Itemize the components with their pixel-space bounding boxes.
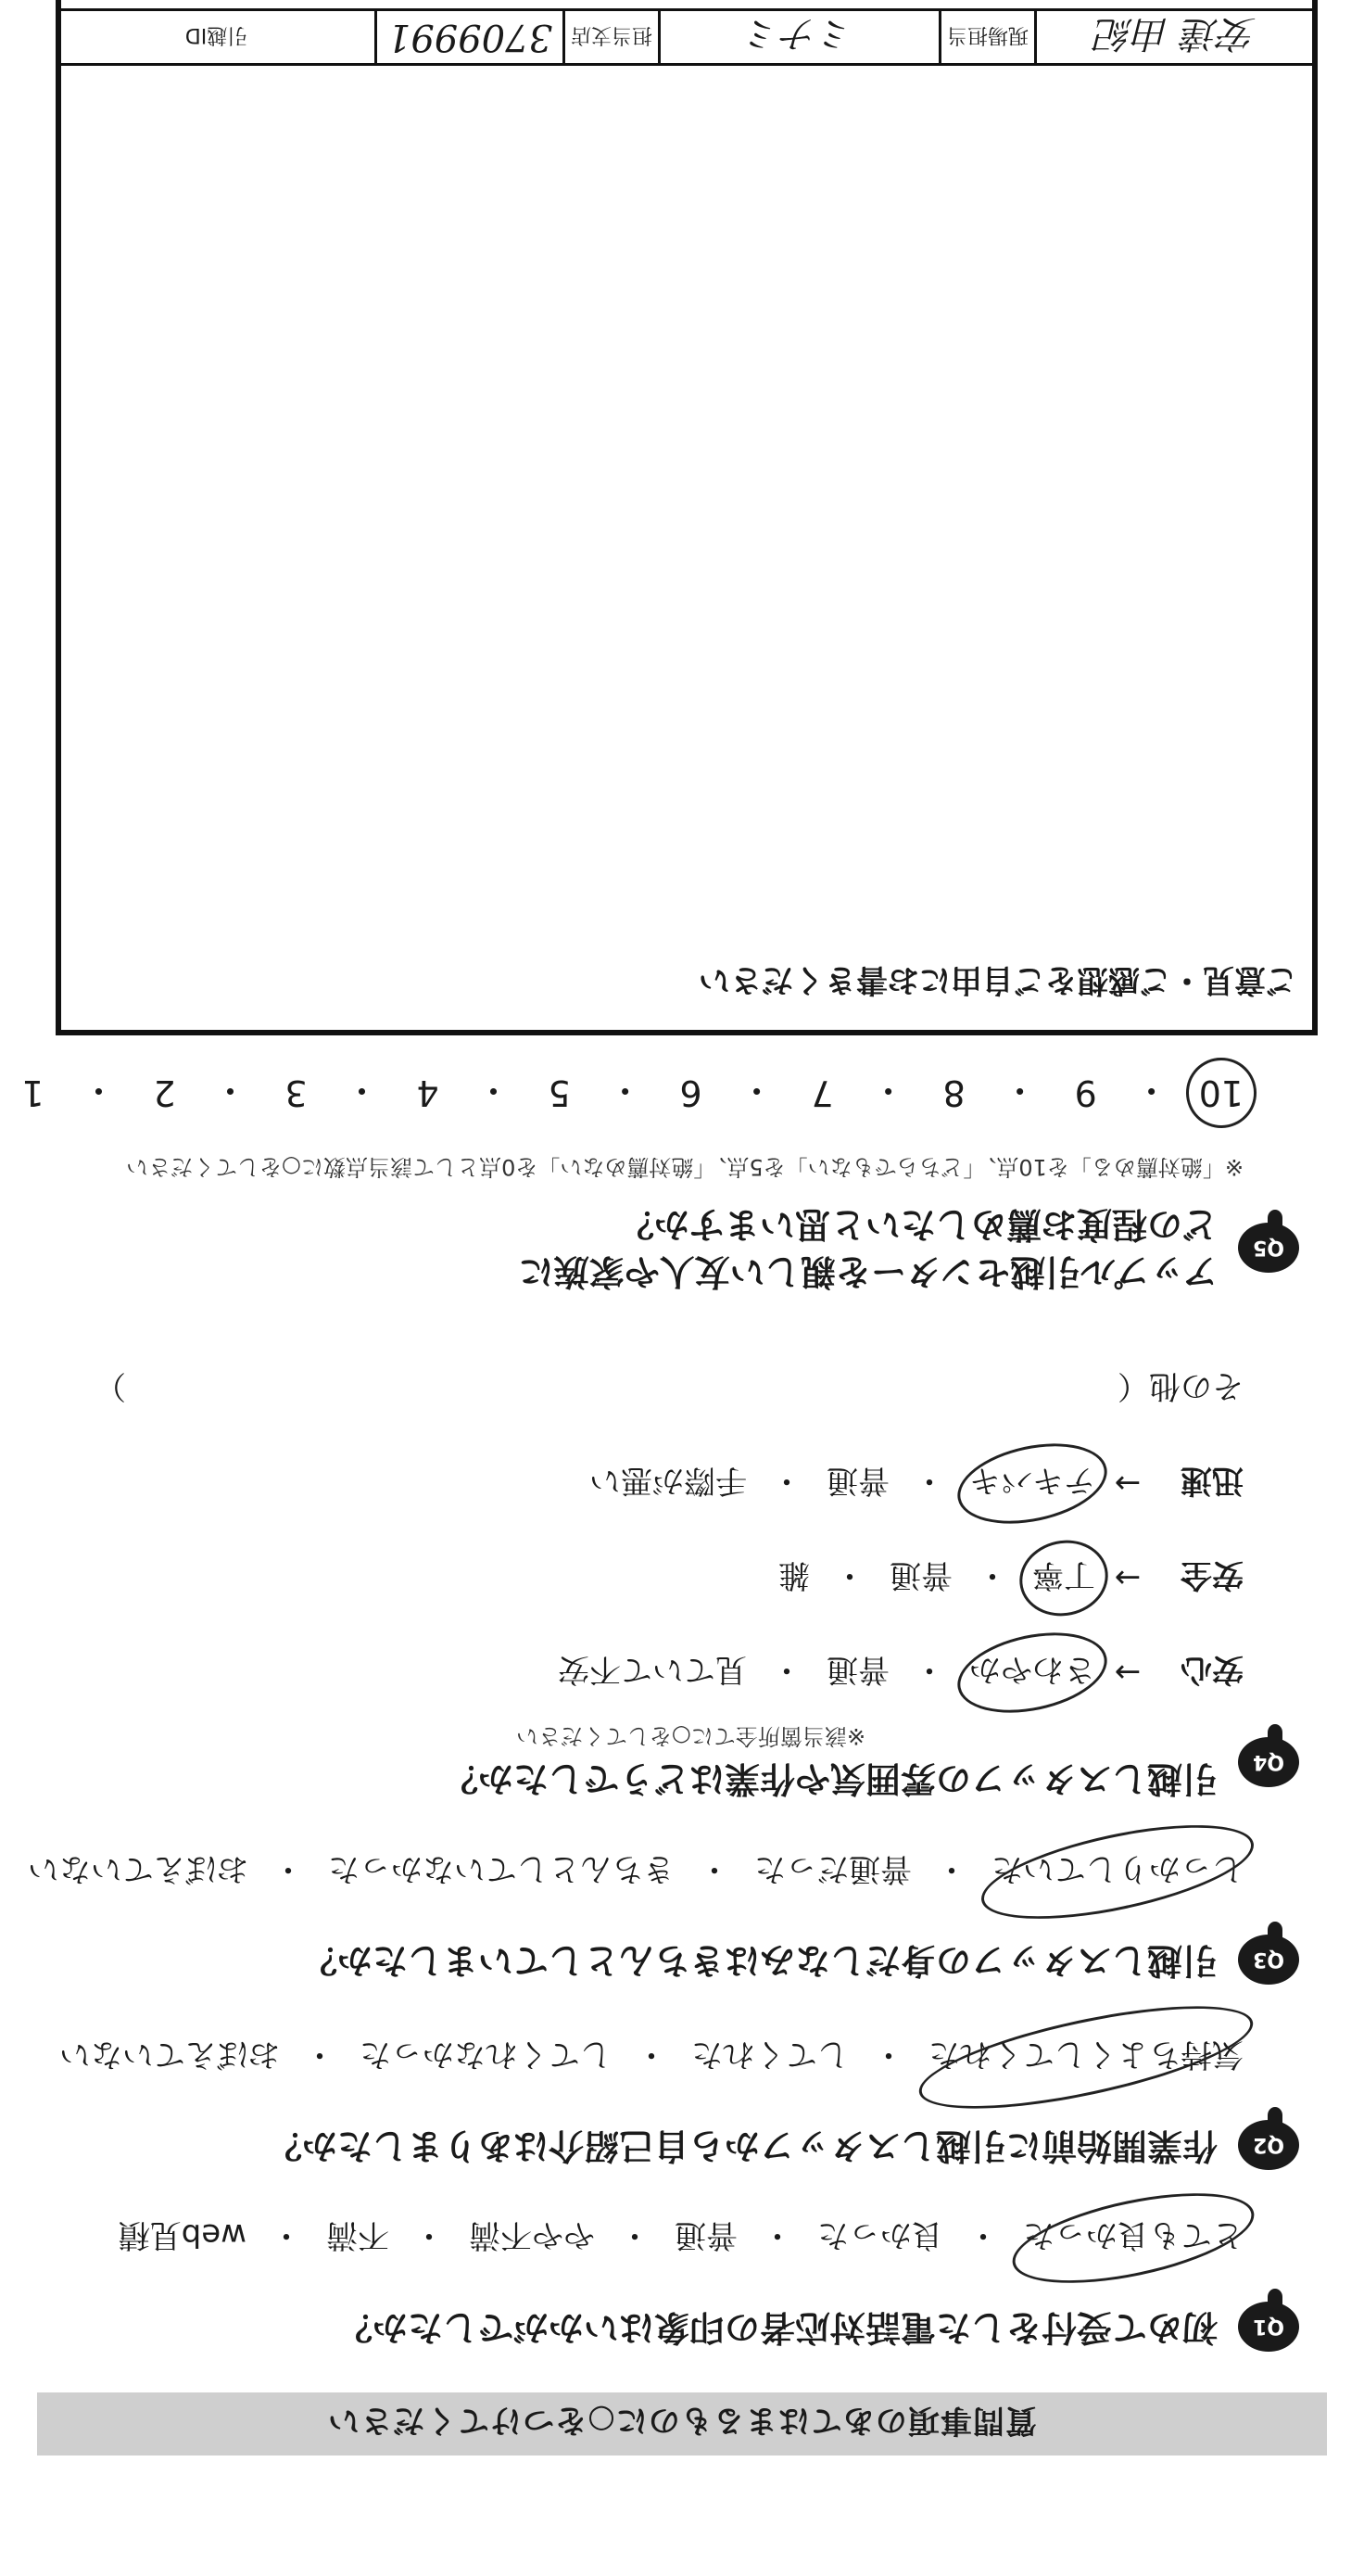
footer-branch-value: ミナミ (658, 11, 939, 63)
q1-option-6[interactable]: web見積 (118, 2216, 246, 2253)
q4-question (443, 1722, 1299, 1802)
q1-options: とても良かった ・ 良かった ・ 普通 ・ やや不満 ・ 不満 ・ web見積 (119, 2215, 1244, 2261)
q4-row-2-label: 安全 (1181, 1556, 1244, 1593)
q5-text-line2: どの程度お薦めしたいと思いますか？ (618, 1203, 1218, 1245)
q4-other-label: その他（ (1118, 1367, 1244, 1404)
arrow-right-icon: → (1114, 1465, 1142, 1503)
q4-row-1-label: 安心 (1181, 1651, 1244, 1688)
q1-badge: Q1 (1238, 2302, 1299, 2352)
q1-question (337, 2302, 1299, 2352)
q4-row-1-option-2[interactable]: 普通 (827, 1651, 890, 1688)
q4-row-3-option-1[interactable]: テキパキ (969, 1461, 1095, 1506)
q4-badge: Q4 (1238, 1737, 1299, 1787)
q5-score-9[interactable]: 9 (1074, 1072, 1097, 1114)
q4-other-row (95, 1366, 1244, 1412)
q2-option-3[interactable]: してくれなかった (360, 2036, 612, 2073)
q5-text-line1: アップル引越センターを親しい友人や家族に (518, 1251, 1218, 1292)
q5-score-1[interactable]: 1 (21, 1072, 44, 1114)
instructions-header: 質問事項のあてはまるものに○をつけてください (37, 2392, 1327, 2455)
q5-badge: Q5 (1238, 1223, 1299, 1273)
q5-scale: 10 ・ 9 ・ 8 ・ 7 ・ 6 ・ 5 ・ 4 ・ 3 ・ 2 ・ 1 (0, 1068, 1244, 1119)
q1-option-1[interactable]: とても良かった (1023, 2215, 1244, 2261)
q3-option-2[interactable]: 普通だった (754, 1850, 912, 1887)
q5-score-2[interactable]: 2 (153, 1072, 176, 1114)
q5-score-10[interactable]: 10 (1198, 1072, 1244, 1114)
q3-option-3[interactable]: きちんとしていなかった (328, 1850, 675, 1887)
q3-option-1[interactable]: しっかりしていた (991, 1849, 1244, 1895)
footer-id-label: 引越ID (184, 23, 248, 47)
q4-row-3-label: 迅速 (1181, 1462, 1244, 1499)
q3-question (302, 1935, 1299, 1985)
footer-info-table (56, 8, 1318, 66)
q4-text: 引越しスタッフの雰囲気や作業はどうでしたか？ (442, 1758, 1218, 1799)
q2-question (267, 2120, 1299, 2170)
footer-id-value: 3709991 (374, 11, 562, 63)
q1-text: 初めて受付をした電話対応者の印象はいかがでしたか？ (336, 2306, 1218, 2348)
q2-options: 気持ちよくしてくれた ・ してくれた ・ してくれなかった ・ おぼえていない (59, 2035, 1244, 2080)
q5-score-7[interactable]: 7 (811, 1072, 834, 1114)
q4-row-2-option-1[interactable]: 丁寧 (1032, 1555, 1095, 1601)
q4-row-1-option-3[interactable]: 見ていて不安 (558, 1651, 747, 1688)
q3-text: 引越しスタッフの身だしなみはきちんとしていましたか？ (301, 1939, 1218, 1981)
q4-other-close: ） (95, 1367, 126, 1404)
footer-staff-label: 現場担当 (939, 11, 1034, 63)
q4-row-2-option-3[interactable]: 雑 (778, 1556, 810, 1593)
q2-option-1[interactable]: 気持ちよくしてくれた (928, 2035, 1244, 2080)
q4-row-2-option-2[interactable]: 普通 (890, 1556, 953, 1593)
q4-note: ※該当箇所全てに○をしてください (515, 1722, 865, 1749)
arrow-right-icon: → (1114, 1654, 1142, 1692)
q3-badge: Q3 (1238, 1935, 1299, 1985)
q5-score-3[interactable]: 3 (284, 1072, 308, 1114)
footer-branch-label: 担当支店 (562, 11, 658, 63)
q4-row-anshin: 安心 → さわやか ・ 普通 ・ 見ていて不安 (558, 1650, 1244, 1695)
q1-option-5[interactable]: 不満 (326, 2216, 389, 2253)
q2-badge: Q2 (1238, 2120, 1299, 2170)
q4-row-3-option-2[interactable]: 普通 (827, 1462, 890, 1499)
q2-option-4[interactable]: おぼえていない (59, 2036, 280, 2073)
comment-textarea[interactable] (56, 0, 1318, 1035)
q3-options: しっかりしていた ・ 普通だった ・ きちんとしていなかった ・ おぼえていない (28, 1849, 1244, 1895)
q2-option-2[interactable]: してくれた (691, 2036, 849, 2073)
q5-note: ※「絶対薦める」を10点、「どちらでもない」を5点、「絶対薦めない」を0点として該当点数に○をしてください (126, 1154, 1244, 1180)
comment-title: ご意見・ご感想をご自由にお書きください (699, 961, 1297, 998)
q2-text: 作業開始前に引越しスタッフから自己紹介はありましたか？ (266, 2125, 1218, 2166)
q5-score-8[interactable]: 8 (942, 1072, 966, 1114)
q5-score-4[interactable]: 4 (416, 1072, 439, 1114)
q4-row-jinsoku: 迅速 → テキパキ ・ 普通 ・ 手際が悪い (589, 1461, 1244, 1506)
q5-score-5[interactable]: 5 (548, 1072, 571, 1114)
q1-option-3[interactable]: 普通 (675, 2216, 738, 2253)
q5-score-6[interactable]: 6 (679, 1072, 702, 1114)
q3-option-4[interactable]: おぼえていない (28, 1850, 248, 1887)
q1-option-2[interactable]: 良かった (817, 2216, 943, 2253)
footer-staff-value: 安達 由紀 (1034, 11, 1315, 63)
q1-option-4[interactable]: やや不満 (469, 2216, 595, 2253)
q4-row-3-option-3[interactable]: 手際が悪い (589, 1462, 747, 1499)
q4-row-1-option-1[interactable]: さわやか (969, 1650, 1095, 1695)
q4-row-anzen: 安全 → 丁寧 ・ 普通 ・ 雑 (778, 1555, 1244, 1601)
q5-question (519, 1199, 1299, 1295)
arrow-right-icon: → (1114, 1559, 1142, 1597)
